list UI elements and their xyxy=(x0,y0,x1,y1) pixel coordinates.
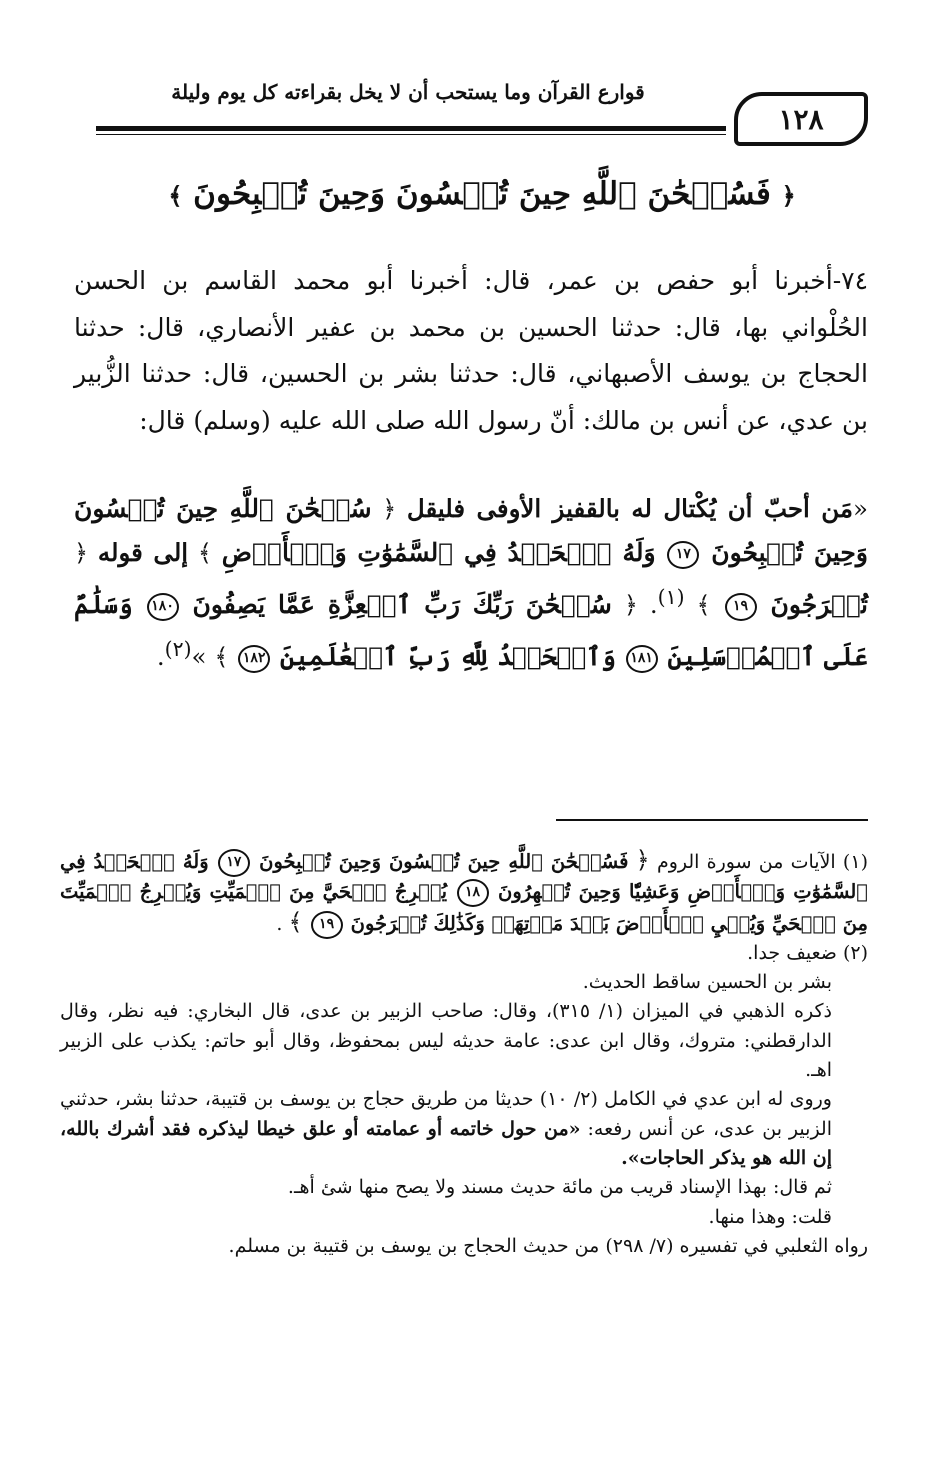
quran-verse: يُخۡرِجُ ٱلۡحَيَّ مِنَ ٱلۡمَيِّتِ وَيُخۡرِجُ ٱلۡمَيِّتَ مِنَ ٱلۡحَيِّ وَيُحۡيِ ٱلۡأَرۡضَ بَعۡدَ مَوۡتِهَاۚ وَكَذَٰلِكَ تُخۡرَجُونَ xyxy=(60,880,868,935)
page-number: ١٢٨ xyxy=(734,92,868,146)
footnote-2-label: (٢) ضعيف جدا. xyxy=(747,941,868,964)
footnote-2-text: وروى له ابن عدي في الكامل (٢/ ١٠) حديثا من طريق حجاج بن يوسف بن قتيبة، حدثنا بشر، حدثني الزبير بن عدى، عن أنس رفعه: xyxy=(60,1088,832,1140)
quran-verse: وَٱلۡحَمۡدُ لِلَّهِ رَبِّ ٱلۡعَٰلَمِينَ xyxy=(279,642,616,672)
verse-number: ١٧ xyxy=(218,849,250,877)
open-quote: « xyxy=(853,494,868,523)
hadith-lead: مَن أحبّ أن يُكْتال له بالقفيز الأوفى فليقل xyxy=(406,494,853,523)
ornament-bracket-icon: ﴾ xyxy=(168,181,183,210)
verse-number: ١٩ xyxy=(725,593,757,621)
ornament-bracket-icon: ﴿ xyxy=(781,181,796,210)
hadith-number: ٧٤- xyxy=(832,266,868,295)
quran-verse: تُخۡرَجُونَ xyxy=(770,590,869,620)
quran-verse: فَسُبۡحَٰنَ ٱللَّهِ حِينَ تُمۡسُونَ وَحِينَ تُصۡبِحُونَ xyxy=(259,850,629,873)
header-rule-thick xyxy=(96,126,726,131)
verse-number: ١٧ xyxy=(667,541,699,569)
footnote-2-line: قلت: وهذا منها. xyxy=(708,1205,832,1228)
ornament-bracket-icon: ﴾ xyxy=(288,907,303,936)
ornament-bracket-icon: ﴾ xyxy=(214,643,229,672)
footnote-2-line: رواه الثعلبي في تفسيره (٧/ ٢٩٨) من حديث الحجاج بن يوسف بن قتيبة بن مسلم. xyxy=(228,1234,868,1257)
page-header xyxy=(96,74,868,148)
verse-number: ١٨٢ xyxy=(238,645,270,673)
footnote-2-line: ذكره الذهبي في الميزان (١/ ٣١٥)، وقال: صاحب الزبير بن عدى، قال البخاري: فيه نظر، وقال الدارقطني: متروك، وقال ابن عدى: عامة حديثه ليس بمحفوظ، وقال أبو حاتم: يكذب على الزبير اهـ. xyxy=(60,1000,832,1082)
quoted-hadith: «من حول خاتمه أو عمامته أو علق خيطا ليذكره فقد أشرك بالله، إن الله هو يذكر الحاجات». xyxy=(60,1117,832,1169)
header-rule-thin xyxy=(96,134,726,135)
hadith-text-paragraph: «مَن أحبّ أن يُكْتال له بالقفيز الأوفى فليقل ﴿ سُبۡحَٰنَ ٱللَّهِ حِينَ تُمۡسُونَ وَحِينَ تُصۡبِحُونَ ١٧ وَلَهُ ٱلۡحَمۡدُ فِي ٱلسَّمَٰوَٰتِ وَٱلۡأَرۡضِ ﴾ إلى قوله ﴿ تُخۡرَجُونَ ١٩ ﴾ $^{(١)}$. ﴿ سُبۡحَٰنَ رَبِّكَ رَبِّ ٱلۡعِزَّةِ عَمَّا يَصِفُونَ ١٨٠ وَسَلَٰمٌ عَلَى ٱلۡمُرۡسَلِينَ ١٨١ وَٱلۡحَمۡدُ لِلَّهِ رَبِّ ٱلۡعَٰلَمِينَ ١٨٢ ﴾ »$^{(٢)}$. xyxy=(74,494,869,672)
footnote-1: (١) الآيات من سورة الروم ﴿ فَسُبۡحَٰنَ ٱللَّهِ حِينَ تُمۡسُونَ وَحِينَ تُصۡبِحُونَ ١٧ وَلَهُ ٱلۡحَمۡدُ فِي ٱلسَّمَٰوَٰتِ وَٱلۡأَرۡضِ وَعَشِيّٗا وَحِينَ تُظۡهِرُونَ ١٨ يُخۡرِجُ ٱلۡحَيَّ مِنَ ٱلۡمَيِّتِ وَيُخۡرِجُ ٱلۡمَيِّتَ مِنَ ٱلۡحَيِّ وَيُحۡيِ ٱلۡأَرۡضَ بَعۡدَ مَوۡتِهَاۚ وَكَذَٰلِكَ تُخۡرَجُونَ ١٩ ﴾ . xyxy=(60,846,868,939)
quran-verse: وَلَهُ ٱلۡحَمۡدُ فِي ٱلسَّمَٰوَٰتِ وَٱلۡأَرۡضِ وَعَشِيّٗا وَحِينَ تُظۡهِرُونَ xyxy=(60,850,868,904)
footnote-2-line: بشر بن الحسين ساقط الحديث. xyxy=(582,971,832,994)
running-title: قوارع القرآن وما يستحب أن لا يخل بقراءته كل يوم وليلة xyxy=(171,80,645,104)
hadith-chain-paragraph xyxy=(74,258,868,444)
ornament-bracket-icon: ﴾ xyxy=(696,591,711,620)
transition-text: إلى قوله xyxy=(97,538,189,567)
quran-verse: وَلَهُ ٱلۡحَمۡدُ فِي ٱلسَّمَٰوَٰتِ وَٱلۡأَرۡضِ xyxy=(221,538,656,567)
quran-verse: سُبۡحَٰنَ رَبِّكَ رَبِّ ٱلۡعِزَّةِ عَمَّا يَصِفُونَ xyxy=(192,590,612,620)
verse-number: ١٨ xyxy=(457,879,489,907)
quran-verse: سُبۡحَٰنَ ٱللَّهِ حِينَ تُمۡسُونَ وَحِينَ تُصۡبِحُونَ xyxy=(74,494,868,567)
ornament-bracket-icon: ﴿ xyxy=(635,846,650,874)
footnote-2-line: ثم قال: بهذا الإسناد قريب من مائة حديث مسند ولا يصح منها شئ أهـ. xyxy=(287,1176,832,1199)
footnote-ref: (١) xyxy=(657,585,685,609)
close-quote: » xyxy=(191,642,207,672)
verse-heading-text: فَسُبۡحَٰنَ ٱللَّهِ حِينَ تُمۡسُونَ وَحِينَ تُصۡبِحُونَ xyxy=(193,176,771,212)
quran-verse: وَسَلَٰمٌ عَلَى ٱلۡمُرۡسَلِينَ xyxy=(74,590,868,672)
ornament-bracket-icon: ﴿ xyxy=(382,495,397,523)
footnote-2-line xyxy=(60,1085,868,1173)
verse-heading xyxy=(96,176,868,212)
verse-number: ١٩ xyxy=(311,911,343,939)
verse-number: ١٨١ xyxy=(626,645,658,673)
footnote-separator xyxy=(556,819,868,821)
footnotes xyxy=(60,846,868,1261)
hadith-chain-text: أخبرنا أبو حفص بن عمر، قال: أخبرنا أبو محمد القاسم بن الحسن الحُلْواني بها، قال: حدثنا الحسين بن محمد بن عفير الأنصاري، قال: حدثنا الحجاج بن يوسف الأصبهاني، قال: حدثنا بشر بن الحسين، قال: حدثنا الزُّبير بن عدي، عن أنس بن مالك: أنّ رسول الله صلى الله عليه (وسلم) قال: xyxy=(74,266,868,435)
footnote-ref: (٢) xyxy=(164,637,192,662)
ornament-bracket-icon: ﴾ xyxy=(197,539,212,567)
footnote-1-label: (١) الآيات من سورة الروم xyxy=(656,851,868,873)
ornament-bracket-icon: ﴿ xyxy=(623,591,638,620)
verse-number: ١٨٠ xyxy=(147,593,179,621)
ornament-bracket-icon: ﴿ xyxy=(74,539,89,567)
